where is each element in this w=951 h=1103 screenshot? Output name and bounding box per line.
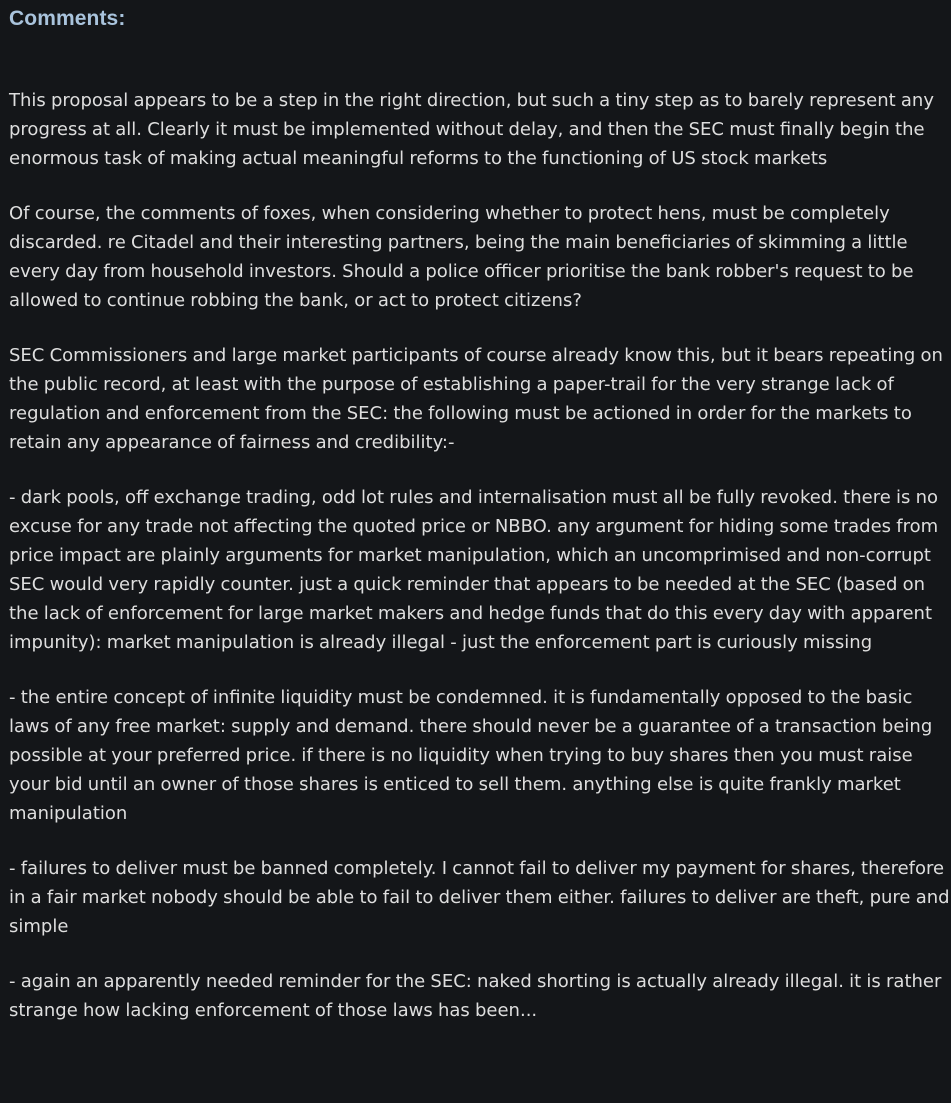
comment-body bbox=[9, 86, 951, 1025]
comment-paragraph: This proposal appears to be a step in the right direction, but such a tiny step as to barely represent any progress at all. Clearly it must be implemented without delay, and then the SEC must finally begin the enormous task of making actual meaningful reforms to the functioning of US stock markets bbox=[9, 90, 934, 169]
comment-paragraph: - again an apparently needed reminder for the SEC: naked shorting is actually already illegal. it is rather strange how lacking enforcement of those laws has been... bbox=[9, 971, 942, 1021]
comment-paragraph: - failures to deliver must be banned completely. I cannot fail to deliver my payment for shares, therefore in a fair market nobody should be able to fail to deliver them either. failures to deliver are theft, pure and simple bbox=[9, 858, 950, 937]
comment-paragraph: - dark pools, off exchange trading, odd lot rules and internalisation must all be fully revoked. there is no excuse for any trade not affecting the quoted price or NBBO. any argument for hiding some trades from price impact are plainly arguments for market manipulation, which an uncomprimised and non-corrupt SEC would very rapidly counter. just a quick reminder that appears to be needed at the SEC (based on the lack of enforcement for large market makers and hedge funds that do this every day with apparent impunity): market manipulation is already illegal - just the enforcement part is curiously missing bbox=[9, 487, 939, 653]
comment-paragraph: Of course, the comments of foxes, when considering whether to protect hens, must be completely discarded. re Citadel and their interesting partners, being the main beneficiaries of skimming a little every day from household investors. Should a police officer prioritise the bank robber's request to be allowed to continue robbing the bank, or act to protect citizens? bbox=[9, 203, 914, 311]
comment-paragraph: SEC Commissioners and large market participants of course already know this, but it bears repeating on the public record, at least with the purpose of establishing a paper-trail for the very strange lack of regulation and enforcement from the SEC: the following must be actioned in order for the markets to retain any appearance of fairness and credibility:- bbox=[9, 345, 943, 453]
comments-heading: Comments: bbox=[9, 7, 126, 30]
comment-paragraph: - the entire concept of infinite liquidity must be condemned. it is fundamentally opposed to the basic laws of any free market: supply and demand. there should never be a guarantee of a transaction being possible at your preferred price. if there is no liquidity when trying to buy shares then you must raise your bid until an owner of those shares is enticed to sell them. anything else is quite frankly market manipulation bbox=[9, 687, 933, 824]
